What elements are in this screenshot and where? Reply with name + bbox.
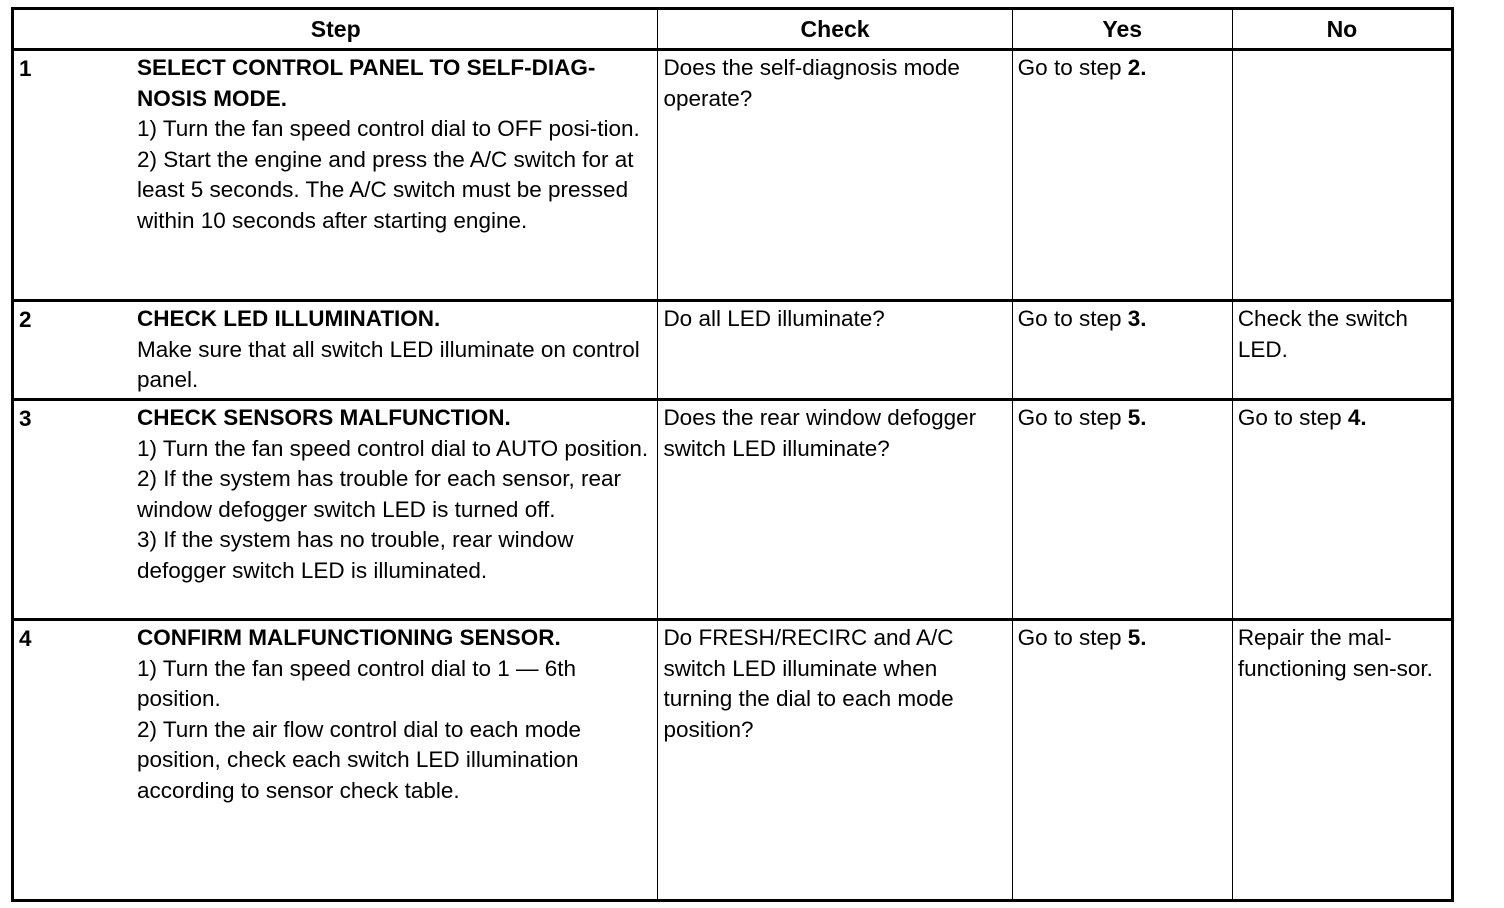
yes-cell (1012, 301, 1232, 400)
step-number: 1 (19, 56, 32, 81)
yes-text: Go to step (1017, 405, 1128, 430)
step-title: SELECT CONTROL PANEL TO SELF-DIAG-NOSIS MODE. (137, 55, 596, 111)
check-cell (658, 620, 1012, 901)
step-number: 3 (19, 406, 32, 431)
diagnostic-table (11, 7, 1454, 902)
check-text: Do FRESH/RECIRC and A/C switch LED illuminate when turning the dial to each mode position? (663, 625, 954, 742)
no-cell (1232, 620, 1452, 901)
yes-cell (1012, 50, 1232, 301)
step-number: 2 (19, 307, 32, 332)
step-line: 1) Turn the fan speed control dial to AUTO position. (137, 435, 649, 461)
no-cell (1232, 400, 1452, 620)
table-row (13, 400, 1453, 620)
check-cell (658, 50, 1012, 301)
check-cell (658, 301, 1012, 400)
step-title: CHECK SENSORS MALFUNCTION. (137, 405, 511, 430)
step-body (137, 302, 657, 396)
step-cell (13, 620, 658, 901)
step-number: 4 (19, 626, 32, 651)
check-text: Does the self-diagnosis mode operate? (663, 55, 960, 111)
check-cell (658, 400, 1012, 620)
yes-cell (1012, 400, 1232, 620)
yes-text: Go to step (1017, 625, 1128, 650)
step-line: 1) Turn the fan speed control dial to 1 — 6th position. (137, 655, 577, 711)
step-cell (13, 301, 658, 400)
check-text: Do all LED illuminate? (663, 306, 885, 331)
no-text: Go to step (1237, 405, 1348, 430)
table-row (13, 620, 1453, 901)
header-step: Step (13, 9, 658, 50)
yes-step-ref: 3. (1127, 306, 1147, 331)
step-body (137, 401, 657, 586)
header-yes: Yes (1012, 9, 1232, 50)
table-row (13, 50, 1453, 301)
step-title: CONFIRM MALFUNCTIONING SENSOR. (137, 625, 561, 650)
header-check: Check (658, 9, 1012, 50)
step-body (137, 51, 657, 236)
yes-step-ref: 5. (1127, 625, 1147, 650)
no-cell (1232, 50, 1452, 301)
yes-step-ref: 2. (1127, 55, 1147, 80)
yes-text: Go to step (1017, 55, 1128, 80)
yes-step-ref: 5. (1127, 405, 1147, 430)
header-no: No (1232, 9, 1452, 50)
no-cell (1232, 301, 1452, 400)
no-text: Repair the mal-functioning sen-sor. (1237, 625, 1433, 681)
yes-cell (1012, 620, 1232, 901)
step-line: 2) If the system has trouble for each sensor, rear window defogger switch LED is turned off. (137, 466, 621, 522)
step-cell (13, 400, 658, 620)
yes-text: Go to step (1017, 306, 1128, 331)
step-body (137, 621, 657, 806)
check-text: Does the rear window defogger switch LED illuminate? (663, 405, 977, 461)
step-line: Make sure that all switch LED illuminate on control panel. (137, 336, 640, 392)
no-step-ref: 4. (1347, 405, 1367, 430)
step-line: 2) Start the engine and press the A/C switch for at least 5 seconds. The A/C switch must be pressed within 10 seconds after starting engine. (137, 146, 634, 233)
step-line: 1) Turn the fan speed control dial to OFF posi-tion. (137, 116, 640, 141)
table-row (13, 301, 1453, 400)
no-text: Check the switch LED. (1237, 306, 1408, 362)
step-line: 3) If the system has no trouble, rear window defogger switch LED is illuminated. (137, 527, 574, 583)
step-line: 2) Turn the air flow control dial to each mode position, check each switch LED illumination according to sensor check table. (137, 716, 581, 803)
step-cell (13, 50, 658, 301)
step-title: CHECK LED ILLUMINATION. (137, 306, 441, 331)
header-row (13, 9, 1453, 50)
